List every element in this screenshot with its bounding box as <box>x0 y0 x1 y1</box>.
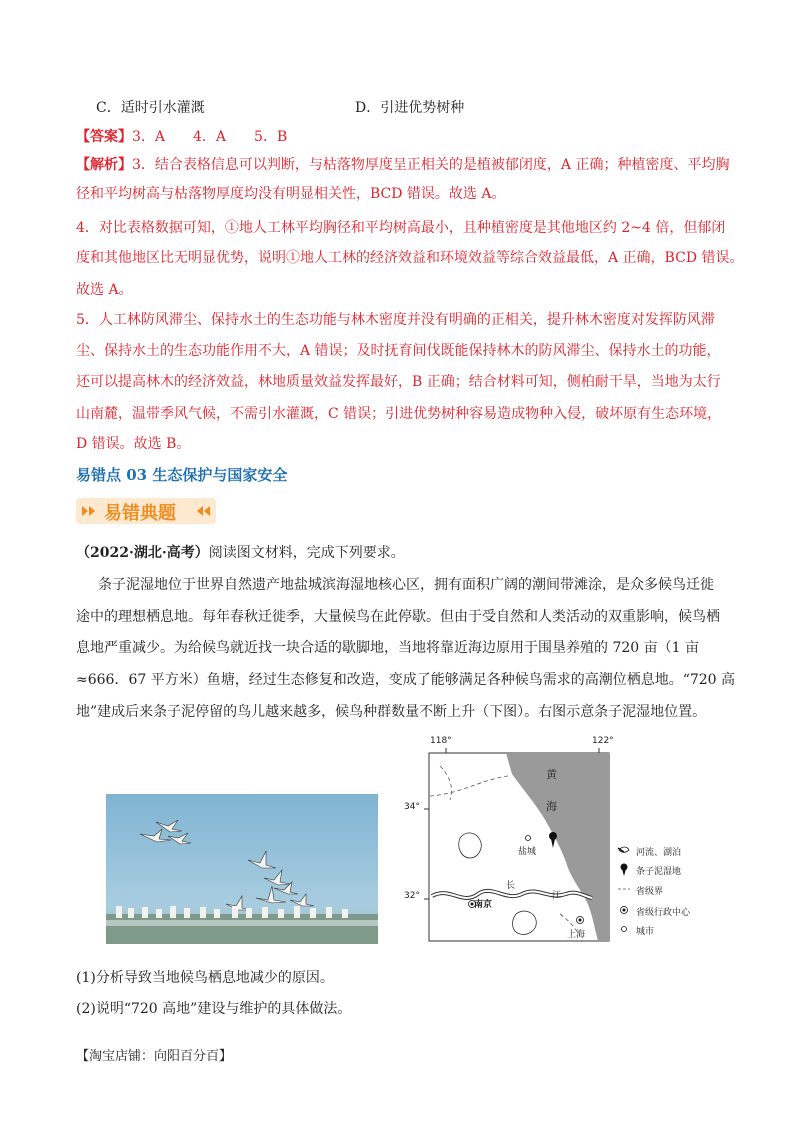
material-line-4: ≈666．67 平方米）鱼塘，经过生态修复和改造，变成了能够满足各种候鸟需求的高潮位栖息地。“720 高 <box>76 672 736 688</box>
river-label-2: 江 <box>552 891 562 901</box>
material-line-2: 途中的理想栖息地。每年春秋迁徙季，大量候鸟在此停歇。但由于受自然和人类活动的双重影响，候鸟栖 <box>76 609 720 625</box>
legend-wetland: 条子泥湿地 <box>636 867 682 877</box>
lat-top-label: 34° <box>404 802 420 812</box>
analysis-line-3: 4．对比表格数据可知，①地人工林平均胸径和平均树高最小，且种植密度是其他地区约 2~4 倍，但郁闭 <box>76 220 726 236</box>
question-2: (2)说明“720 高地”建设与维护的具体做法。 <box>76 1001 352 1017</box>
section-title: 易错点 03 生态保护与国家安全 <box>76 466 288 484</box>
answer-label: 【答案】 <box>76 129 132 145</box>
analysis-line-4: 度和其他地区比无明显优势，说明①地人工林的经济效益和环境效益等综合效益最低，A 正确，BCD 错误。 <box>76 250 744 266</box>
legend-river-lake: 河流、湖泊 <box>636 848 682 858</box>
bird-photo-graphic <box>106 794 378 944</box>
analysis-line-5: 故选 A。 <box>76 282 133 298</box>
material-line-5: 地”建成后来条子泥停留的鸟儿越来越多，候鸟种群数量不断上升（下图）。右图示意条子泥湿地位置。 <box>76 704 707 720</box>
sea-label-2: 海 <box>546 800 557 813</box>
option-d: D．引进优势树种 <box>355 100 465 116</box>
yancheng-label: 盐城 <box>518 847 537 857</box>
nanjing-label: 南京 <box>474 900 493 910</box>
legend-symbols <box>616 840 636 950</box>
answer-line <box>76 127 287 147</box>
analysis-line-6: 5．人工林防风滞尘、保持水土的生态功能与林木密度并没有明确的正相关，提升林木密度对发挥防风滞 <box>76 312 715 328</box>
analysis-label: 【解析】 <box>76 157 132 173</box>
question-1: (1)分析导致当地候鸟栖息地减少的原因。 <box>76 970 334 986</box>
legend-capital: 省级行政中心 <box>636 908 691 918</box>
lon-left-label: 118° <box>430 736 452 746</box>
analysis-line-2: 径和平均树高与枯落物厚度均没有明显相关性，BCD 错误。故选 A。 <box>76 186 506 202</box>
analysis-line-9: 山南麓，温带季风气候，不需引水灌溉，C 错误；引进优势树种容易造成物种入侵，破坏原有生态环境， <box>76 406 722 422</box>
legend-city: 城市 <box>636 927 655 937</box>
shanghai-label: 上海 <box>567 930 586 940</box>
bird-photo <box>106 794 378 944</box>
question-intro: 阅读图文材料，完成下列要求。 <box>208 545 405 561</box>
legend-boundary: 省级界 <box>636 887 664 897</box>
option-c: C．适时引水灌溉 <box>96 100 205 116</box>
sea-label-1: 黄 <box>546 768 557 781</box>
river-label-1: 长 <box>506 881 516 891</box>
material-line-1: 条子泥湿地位于世界自然遗产地盐城滨海湿地核心区，拥有面积广阔的潮间带滩涂，是众多候鸟迁徙 <box>98 577 714 593</box>
banner-text: 易错典题 <box>104 503 176 524</box>
analysis-text: 3．结合表格信息可以判断，与枯落物厚度呈正相关的是植被郁闭度，A 正确；种植密度、平均胸 <box>132 157 730 173</box>
answer-text: 3．A 4．A 5．B <box>132 129 288 145</box>
lon-right-label: 122° <box>592 736 614 746</box>
question-header <box>76 543 405 563</box>
section-banner <box>76 496 216 526</box>
material-line-3: 息地严重减少。为给候鸟就近找一块合适的歇脚地，当地将靠近海边原用于围垦养殖的 720 亩（1 亩 <box>76 640 699 656</box>
lat-bottom-label: 32° <box>404 891 420 901</box>
analysis-line-10: D 错误。故选 B。 <box>76 436 191 452</box>
analysis-line-1 <box>76 155 729 175</box>
map-legend <box>616 840 726 950</box>
question-source: （2022·湖北·高考） <box>76 545 209 561</box>
analysis-line-7: 尘、保持水土的生态功能作用不大，A 错误；及时抚育间伐既能保持林木的防风滞尘、保持水土的功能， <box>76 343 721 359</box>
footer-store: 【淘宝店铺：向阳百分百】 <box>76 1049 233 1064</box>
analysis-line-8: 还可以提高林木的经济效益，林地质量效益发挥最好，B 正确；结合材料可知，侧柏耐干旱，当地为太行 <box>76 374 721 390</box>
